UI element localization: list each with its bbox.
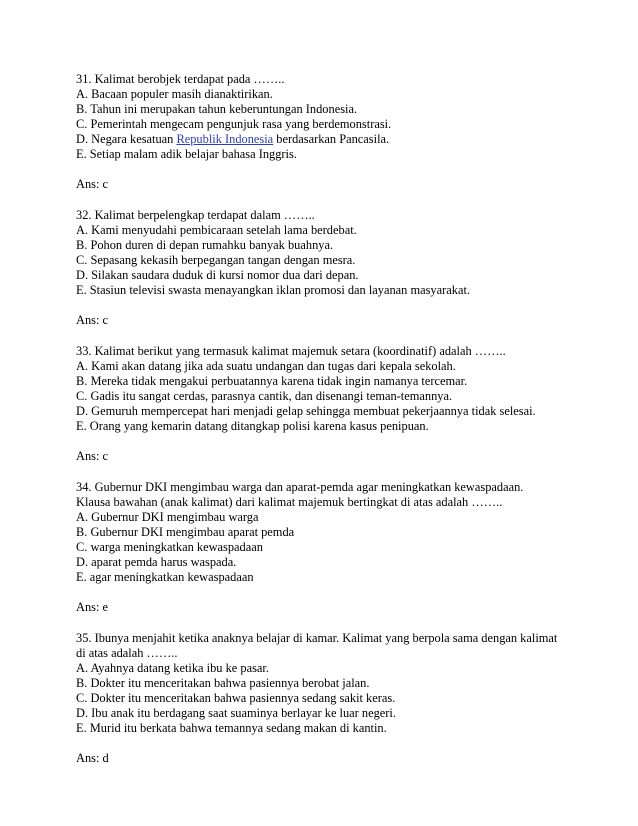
question-35 [76, 631, 576, 766]
option-e: E. Setiap malam adik belajar bahasa Inggris. [76, 147, 297, 161]
question-stem: 32. Kalimat berpelengkap terdapat dalam …….. [76, 208, 315, 222]
option-d: D. Silakan saudara duduk di kursi nomor dua dari depan. [76, 268, 359, 282]
option-d-prefix: D. Negara kesatuan [76, 132, 177, 146]
option-b: B. Dokter itu menceritakan bahwa pasiennya berobat jalan. [76, 676, 370, 690]
answer: Ans: c [76, 313, 109, 327]
question-31 [76, 72, 576, 192]
option-a: A. Gubernur DKI mengimbau warga [76, 510, 259, 524]
option-d: D. aparat pemda harus waspada. [76, 555, 237, 569]
option-c: C. Gadis itu sangat cerdas, parasnya cantik, dan disenangi teman-temannya. [76, 389, 453, 403]
question-stem-continued: Klausa bawahan (anak kalimat) dari kalimat majemuk bertingkat di atas adalah …….. [76, 495, 503, 509]
option-a: A. Kami menyudahi pembicaraan setelah lama berdebat. [76, 223, 357, 237]
option-d: D. Gemuruh mempercepat hari menjadi gelap sehingga membuat pekerjaannya tidak selesai. [76, 404, 536, 418]
option-e: E. agar meningkatkan kewaspadaan [76, 570, 254, 584]
answer: Ans: c [76, 449, 109, 463]
option-a: A. Bacaan populer masih dianaktirikan. [76, 87, 273, 101]
option-d: D. Ibu anak itu berdagang saat suaminya berlayar ke luar negeri. [76, 706, 396, 720]
option-b: B. Pohon duren di depan rumahku banyak buahnya. [76, 238, 334, 252]
question-stem: 33. Kalimat berikut yang termasuk kalimat majemuk setara (koordinatif) adalah …….. [76, 344, 506, 358]
option-d-suffix: berdasarkan Pancasila. [273, 132, 390, 146]
question-stem: 35. Ibunya menjahit ketika anaknya belajar di kamar. Kalimat yang berpola sama dengan kalimat [76, 631, 558, 645]
answer: Ans: d [76, 751, 109, 765]
option-b: B. Gubernur DKI mengimbau aparat pemda [76, 525, 295, 539]
republik-indonesia-link[interactable]: Republik Indonesia [176, 132, 274, 146]
question-34 [76, 480, 576, 615]
option-e: E. Orang yang kemarin datang ditangkap polisi karena kasus penipuan. [76, 419, 429, 433]
question-32 [76, 208, 576, 328]
option-c: C. Sepasang kekasih berpegangan tangan dengan mesra. [76, 253, 356, 267]
option-d [76, 132, 576, 147]
question-stem: 31. Kalimat berobjek terdapat pada …….. [76, 72, 285, 86]
answer: Ans: c [76, 177, 109, 191]
option-c: C. warga meningkatkan kewaspadaan [76, 540, 263, 554]
option-c: C. Dokter itu menceritakan bahwa pasiennya sedang sakit keras. [76, 691, 396, 705]
answer: Ans: e [76, 600, 109, 614]
question-stem-continued: di atas adalah …….. [76, 646, 178, 660]
question-list [76, 72, 576, 782]
option-e: E. Stasiun televisi swasta menayangkan iklan promosi dan layanan masyarakat. [76, 283, 470, 297]
question-stem: 34. Gubernur DKI mengimbau warga dan aparat-pemda agar meningkatkan kewaspadaan. [76, 480, 524, 494]
option-a: A. Kami akan datang jika ada suatu undangan dan tugas dari kepala sekolah. [76, 359, 456, 373]
option-b: B. Mereka tidak mengakui perbuatannya karena tidak ingin namanya tercemar. [76, 374, 468, 388]
option-a: A. Ayahnya datang ketika ibu ke pasar. [76, 661, 269, 675]
question-33 [76, 344, 576, 464]
option-e: E. Murid itu berkata bahwa temannya sedang makan di kantin. [76, 721, 387, 735]
option-c: C. Pemerintah mengecam pengunjuk rasa yang berdemonstrasi. [76, 117, 392, 131]
option-b: B. Tahun ini merupakan tahun keberuntungan Indonesia. [76, 102, 358, 116]
